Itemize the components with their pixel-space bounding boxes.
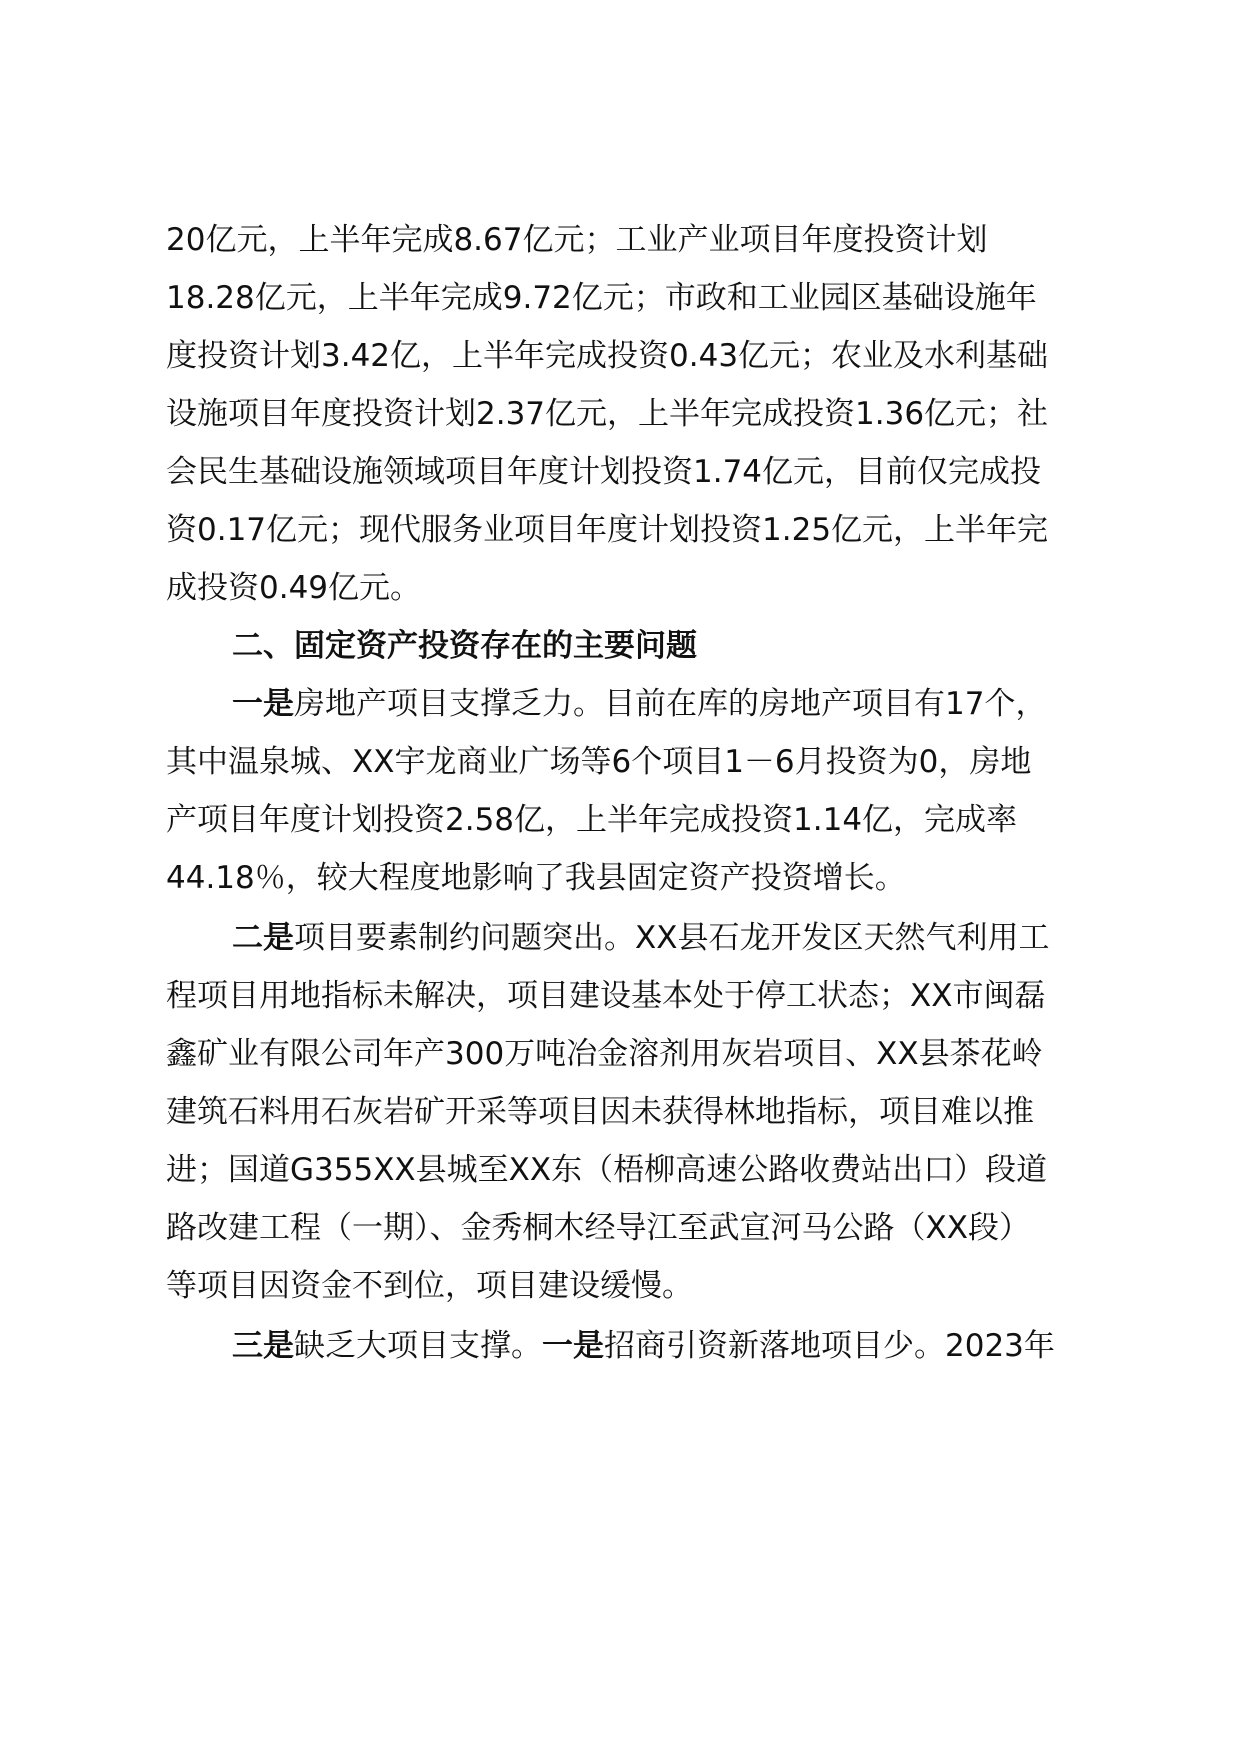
paragraph-2-lead: 一是 <box>232 686 294 722</box>
paragraph-3-line-7: 等项目因资金不到位，项目建设缓慢。 <box>166 1268 693 1304</box>
paragraph-3-line-6: 路改建工程（一期）、金秀桐木经导江至武宣河马公路（XX段） <box>166 1210 1030 1246</box>
paragraph-4-text-1: 缺乏大项目支撑。 <box>294 1328 542 1364</box>
paragraph-2-line-1 <box>232 672 1126 736</box>
paragraph-1-line-1: 20亿元，上半年完成8.67亿元；工业产业项目年度投资计划 <box>166 222 988 258</box>
paragraph-4-line-1 <box>232 1314 1126 1378</box>
paragraph-1-line-4: 设施项目年度投资计划2.37亿元，上半年完成投资1.36亿元；社 <box>166 396 1049 432</box>
paragraph-2-line-3: 产项目年度计划投资2.58亿，上半年完成投资1.14亿，完成率 <box>166 802 1018 838</box>
paragraph-3-line-3: 鑫矿业有限公司年产300万吨冶金溶剂用灰岩项目、XX县茶花岭 <box>166 1036 1043 1072</box>
paragraph-3-line-4: 建筑石料用石灰岩矿开采等项目因未获得林地指标，项目难以推 <box>166 1094 1034 1130</box>
paragraph-1-line-5: 会民生基础设施领域项目年度计划投资1.74亿元，目前仅完成投 <box>166 454 1042 490</box>
paragraph-4-lead-2: 一是 <box>542 1328 604 1364</box>
paragraph-4-text-2: 招商引资新落地项目少。2023年 <box>604 1328 1055 1364</box>
paragraph-3-first-line-text: 项目要素制约问题突出。XX县石龙开发区天然气利用工 <box>294 920 1050 956</box>
paragraph-3-line-1 <box>232 906 1126 970</box>
paragraph-3-line-5: 进；国道G355XX县城至XX东（梧柳高速公路收费站出口）段道 <box>166 1152 1048 1188</box>
paragraph-2-line-4: 44.18％，较大程度地影响了我县固定资产投资增长。 <box>166 860 906 896</box>
paragraph-3-lead: 二是 <box>232 920 294 956</box>
paragraph-4-lead: 三是 <box>232 1328 294 1364</box>
paragraph-3-line-2: 程项目用地指标未解决，项目建设基本处于停工状态；XX市闽磊 <box>166 978 1046 1014</box>
paragraph-1-line-2: 18.28亿元，上半年完成9.72亿元；市政和工业园区基础设施年 <box>166 280 1037 316</box>
paragraph-2-line-2: 其中温泉城、XX宇龙商业广场等6个项目1－6月投资为0，房地 <box>166 744 1032 780</box>
paragraph-1-line-7: 成投资0.49亿元。 <box>166 570 422 606</box>
paragraph-1-line-3: 度投资计划3.42亿，上半年完成投资0.43亿元；农业及水利基础 <box>166 338 1049 374</box>
section-heading: 二、固定资产投资存在的主要问题 <box>232 628 697 664</box>
paragraph-2-first-line-text: 房地产项目支撑乏力。目前在库的房地产项目有17个， <box>294 686 1047 722</box>
paragraph-1-line-6: 资0.17亿元；现代服务业项目年度计划投资1.25亿元，上半年完 <box>166 512 1049 548</box>
